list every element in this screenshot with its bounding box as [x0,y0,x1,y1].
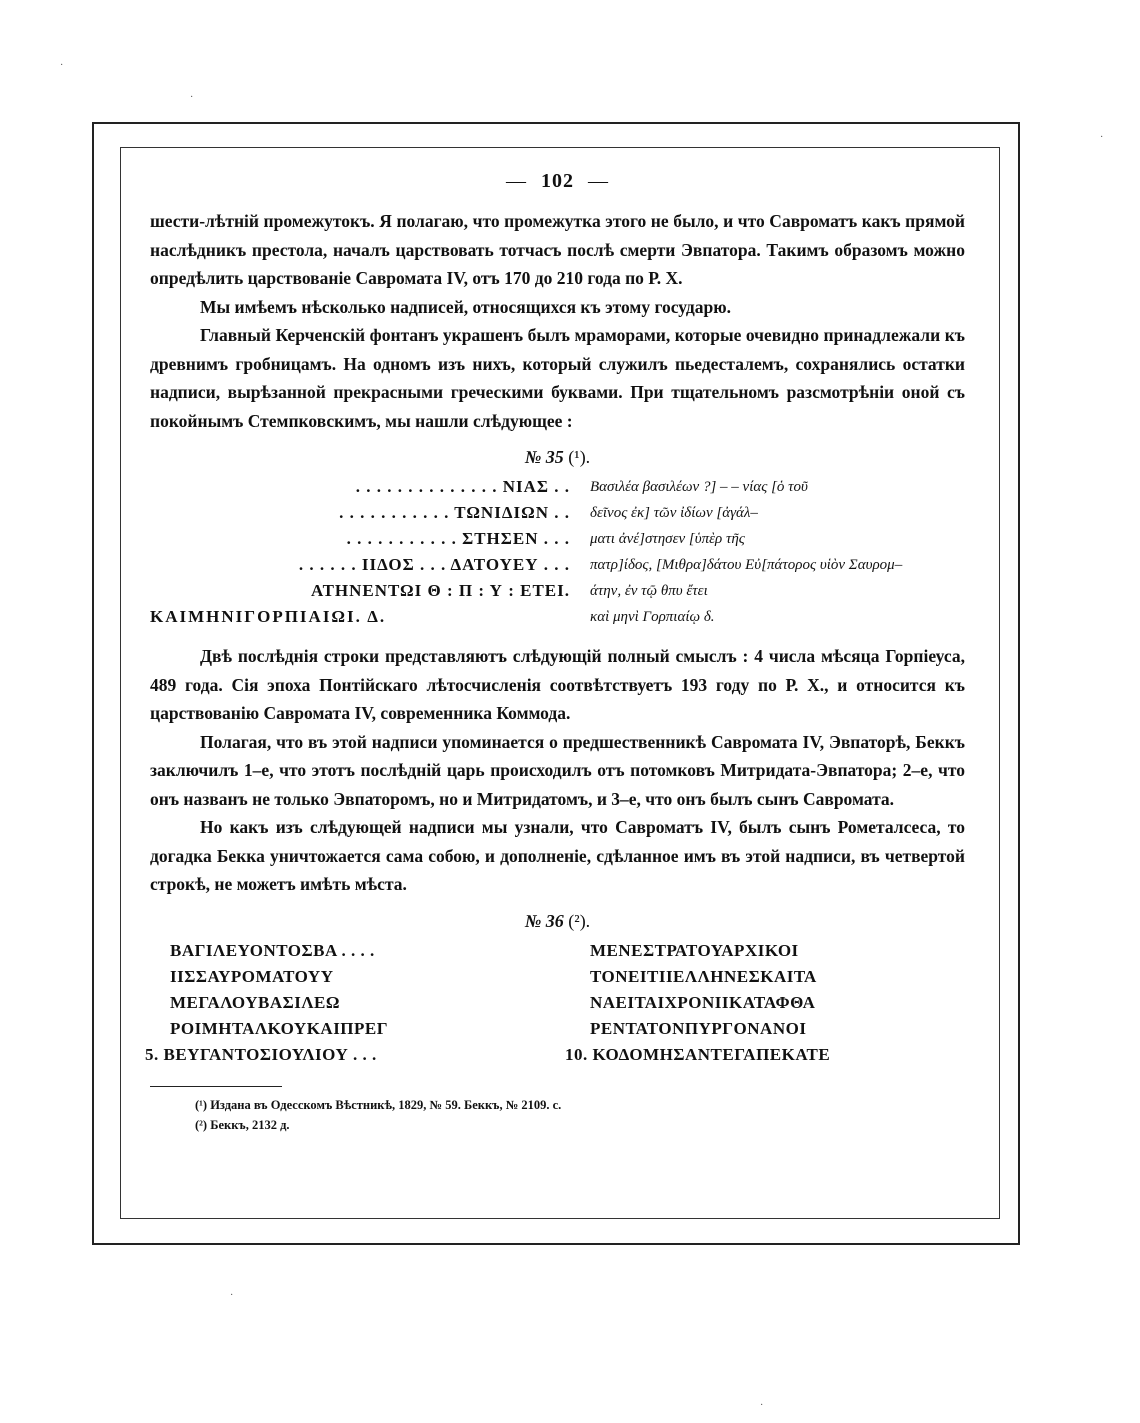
footnote-1: (¹) Издана въ Одесскомъ Вѣстникѣ, 1829, № 59. Беккъ, № 2109. с. [195,1097,562,1112]
inscription-35-reading [590,474,965,630]
reading-line: άτην, ἐν τῷ θπυ ἔτει [590,583,708,599]
inscription-line: ΜΕΝΕΣΤΡΑΤΟΥΑΡΧΙΚΟΙ [590,940,799,960]
inscription-36-heading [150,911,965,932]
inscription-36-left [145,938,550,1068]
scan-speck: · [760,1400,764,1411]
inscription-line: ΒΑΓΙΛΕΥΟΝΤΟΣΒΑ . . . . [170,940,375,960]
inscription-line: ΙΙΣΣΑΥΡΟΜΑΤΟΥΥ [170,966,334,986]
paragraph-3: Главный Керченскій фонтанъ украшенъ былъ мраморами, которые очевидно принадлежали къ древнимъ гробницамъ. На одномъ изъ нихъ, который служилъ пьедесталемъ, сохранялись остатки надписи, вырѣзанной прекрасными греческими буквами. При тщательномъ разсмотрѣніи оной съ покойнымъ Стемпковскимъ, мы нашли слѣдующее : [150,325,965,431]
page-content [145,170,965,1135]
inscription-line: ΝΑΕΙΤΑΙΧΡΟΝΙΙΚΑΤΑΦΘΑ [590,992,816,1012]
page-number-line [150,170,965,193]
page-number-dash-left: — [506,170,527,192]
uncial-line: . . . . . . . . . . . ΣΤΗΣΕΝ . . . [346,529,570,548]
page-number-dash-right: — [588,170,609,192]
inscription-line: 5. ΒΕΥΓΑΝΤΟΣΙΟΥΛΙΟΥ . . . [145,1044,377,1064]
inscription-line: ΡΟΙΜΗΤΑΛΚΟΥΚΑΙΠΡΕΓ [170,1018,389,1038]
page-number: 102 [541,170,574,192]
uncial-line: . . . . . . . . . . . . . . ΝΙΑΣ . . [355,477,570,496]
inscription-line: 10. ΚΟΔΟΜΗΣΑΝΤΕΓΑΠΕΚΑΤΕ [565,1044,831,1064]
inscription-35-uncial [150,474,570,630]
uncial-line: ΑΤΗΝΕΝΤΩΙ Θ : Π : Υ : ΕΤΕΙ. [310,581,570,600]
reading-line: ματι ἀνέ]στησεν [ὑπὲρ τῆς [590,531,745,547]
paragraph-6: Но какъ изъ слѣдующей надписи мы узнали, что Савроматъ IV, былъ сынъ Рометалсеса, то догадка Бекка уничтожается сама собою, и дополненіе, сдѣланное имъ въ этой надписи, въ четвертой строкѣ, не можетъ имѣть мѣста. [150,817,965,894]
inscription-36-note-ref: (²). [568,910,591,931]
scan-speck: · [1100,132,1104,143]
inscription-36-right [565,938,965,1068]
reading-line: καὶ μηνὶ Γορπιαίῳ δ. [590,609,715,625]
footnote-rule [150,1086,282,1087]
uncial-line: ΚΑΙΜΗΝΙΓΟΡΠΙΑΙΩΙ. Δ. [150,607,387,626]
paragraph-5: Полагая, что въ этой надписи упоминается о предшественникѣ Савромата IV, Эвпаторѣ, Беккъ заключилъ 1–е, что этотъ послѣдній царь происходилъ отъ потомковъ Митридата-Эвпатора; 2–е, что онъ названъ не только Эвпаторомъ, но и Митридатомъ, и 3–е, что онъ былъ сынъ Савромата. [150,731,965,809]
reading-line: πατρ]ίδος, [Μιθρα]δάτου Εὐ[πάτορος υἱὸν Σαυρομ– [590,557,903,573]
paragraph-1: шести-лѣтній промежутокъ. Я полагаю, что промежутка этого не было, и что Савроматъ какъ прямой наслѣдникъ престола, началъ царствовать тотчасъ послѣ смерти Эвпатора. Такимъ образомъ можно опредѣлить царствованіе Савромата IV, отъ 170 до 210 года по Р. Х. [150,211,965,288]
inscription-35-number: № 35 [524,447,564,467]
footnote-2: (²) Беккъ, 2132 д. [195,1117,290,1132]
inscription-36 [145,938,965,1068]
inscription-line: ΜΕΓΑΛΟΥΒΑΣΙΛΕΩ [170,992,340,1012]
inscription-line: ΡΕΝΤΑΤΟΝΠΥΡΓΟΝΑΝΟΙ [590,1018,807,1038]
paragraph-2: Мы имѣемъ нѣсколько надписей, относящихся къ этому государю. [200,296,732,317]
inscription-35-heading [150,447,965,468]
reading-line: Βασιλέα βασιλέων ?] – – νίας [ὁ τοῦ [590,479,808,495]
paragraph-4: Двѣ послѣднія строки представляютъ слѣдующій полный смыслъ : 4 числа мѣсяца Горпіеуса, 489 года. Сія эпоха Понтійскаго лѣтосчисленія соотвѣтствуетъ 193 году по Р. Х., и относится къ царствованію Савромата IV, современника Коммода. [150,646,965,723]
scan-speck: · [190,92,194,103]
scan-speck: · [60,60,64,71]
inscription-36-number: № 36 [524,910,564,931]
reading-line: δεῖνος ἐκ] τῶν ἰδίων [ἀγάλ– [590,505,758,521]
scan-speck: · [230,1290,234,1301]
inscription-line: ΤΟΝΕΙΤΙΙΕΛΛΗΝΕΣΚΑΙΤΑ [590,966,817,986]
uncial-line: . . . . . . ΙΙΔΟΣ . . . ΔΑΤΟΥΕΥ . . . [298,555,570,574]
inscription-35-note-ref: (¹). [568,447,591,467]
inscription-35 [150,474,965,630]
uncial-line: . . . . . . . . . . . ΤΩΝΙΔΙΩΝ . . [339,503,570,522]
